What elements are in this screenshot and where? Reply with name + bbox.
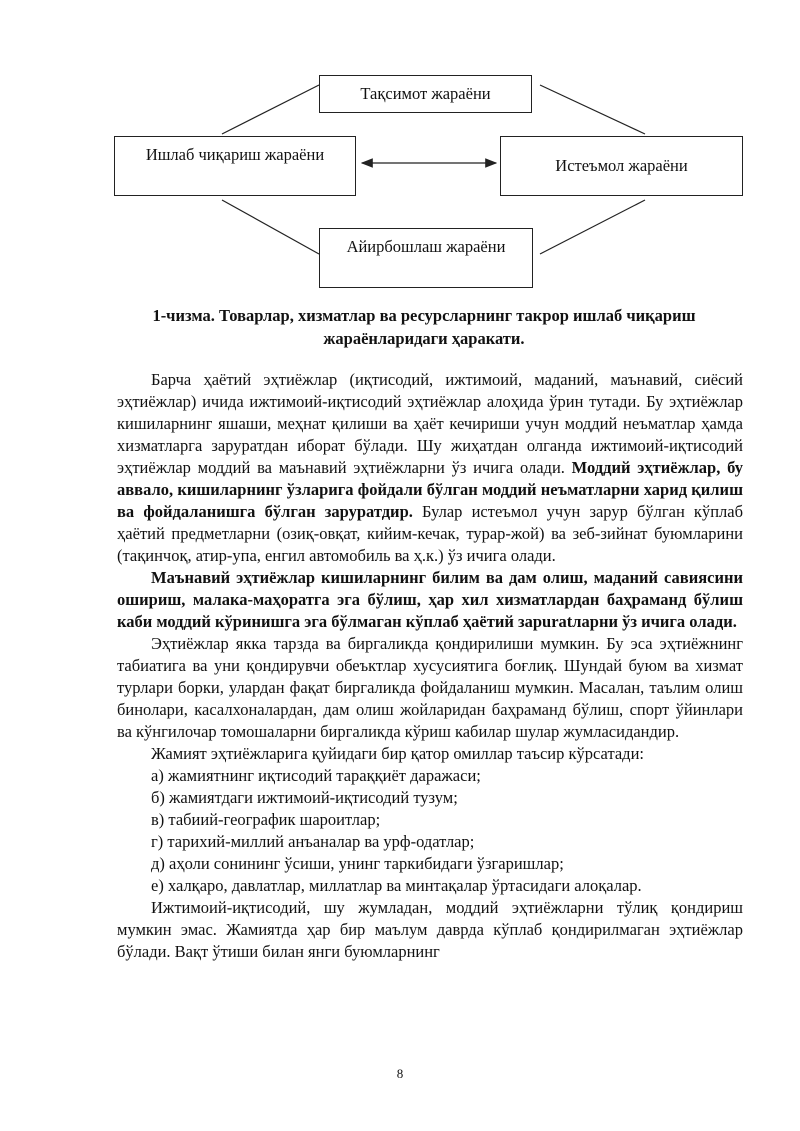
- paragraph-4: Жамият эҳтиёжларига қуйидаги бир қатор омиллар таъсир кўрсатади:: [151, 744, 644, 763]
- body-text: [117, 369, 743, 963]
- distribution-process-label: Тақсимот жараёни: [360, 84, 491, 103]
- connector-top-right: [540, 85, 645, 134]
- list-item: в) табиий-географик шароитлар;: [151, 810, 381, 829]
- connector-left-top: [222, 85, 319, 134]
- consumption-process-label: Истеъмол жараёни: [555, 156, 688, 175]
- list-item: а) жамиятнинг иқтисодий тараққиёт даражаси;: [151, 766, 481, 785]
- paragraph-1-bold: Моддий эҳтиёжлар, бу аввало, кишиларнинг ўзларига фойдали бўлган моддий неъматларни харид қилиш ва фойдаланишга бўлган заруратдир.: [117, 458, 743, 521]
- production-process-label: Ишлаб чиқариш жараёни: [145, 145, 325, 164]
- list-item: г) тарихий-миллий анъаналар ва урф-одатлар;: [151, 832, 475, 851]
- exchange-process-label: Айирбошлаш жараёни: [346, 237, 506, 256]
- figure-caption: 1-чизма. Товарлар, хизматлар ва ресурсларнинг такрор ишлаб чиқариш жараёнларидаги ҳаракати.: [152, 306, 696, 348]
- paragraph-2-bold: Маънавий эҳтиёжлар кишиларнинг билим ва дам олиш, маданий савиясини ошириш, малака-маҳоратга эга бўлиш, ҳар хил хизматлардан баҳраманд бўлиш каби моддий кўринишга эга бўлмаган кўплаб ҳаётий зарuratларни ўз ичига олади.: [117, 568, 743, 631]
- list-item: д) аҳоли сонининг ўсиши, унинг таркибидаги ўзгаришлар;: [151, 854, 564, 873]
- paragraph-1: [117, 369, 743, 567]
- list-item: б) жамиятдаги ижтимоий-иқтисодий тузум;: [151, 788, 458, 807]
- paragraph-1-rest: Булар истеъмол учун зарур бўлган кўплаб ҳаётий предметларни (озиқ-овқат, кийим-кечак, турар-жой) ва зеб-зийнат буюмларини (тақинчоқ, атир-упа, енгил автомобиль ва ҳ.к.) ўз ичига олади.: [117, 502, 743, 565]
- list-item: е) халқаро, давлатлар, миллатлар ва минтақалар ўртасидаги алоқалар.: [151, 876, 642, 895]
- paragraph-2: [117, 567, 743, 633]
- paragraph-1-text: Барча ҳаётий эҳтиёжлар (иқтисодий, ижтимоий, маданий, маънавий, сиёсий эҳтиёжлар) ичида ижтимоий-иқтисодий эҳтиёжлар алоҳида ўрин тутади. Бу эҳтиёжлар кишиларнинг яшаши, меҳнат қилиши ва ҳаёт кечириши учун моддий неъматлар ҳамда хизматларга заруратдан иборат бўлади. Шу жиҳатдан олганда ижтимоий-иқтисодий эҳтиёжлар моддий ва маънавий эҳтиёжларни ўз ичига олади.: [117, 370, 743, 477]
- connector-bottom-right: [540, 200, 645, 254]
- page-number: 8: [396, 1066, 404, 1081]
- paragraph-5: Ижтимоий-иқтисодий, шу жумладан, моддий эҳтиёжларни тўлиқ қондириш мумкин эмас. Жамиятда ҳар бир маълум даврда кўплаб қондирилмаган эҳтиёжлар бўлади. Вақт ўтиши билан янги буюмларнинг: [117, 898, 743, 961]
- connector-left-bottom: [222, 200, 319, 254]
- process-diagram: [0, 0, 800, 300]
- exchange-process-box: [319, 228, 533, 288]
- production-process-box: [114, 136, 356, 196]
- consumption-process-box: [500, 136, 743, 196]
- distribution-process-box: [319, 75, 532, 113]
- paragraph-3: Эҳтиёжлар якка тарзда ва биргаликда қондирилиши мумкин. Бу эса эҳтиёжнинг табиатига ва уни қондирувчи обеъктлар хусусиятига боғлиқ. Шундай буюм ва хизмат турлари борки, улардан фақат биргаликда фойдаланиш мумкин. Масалан, таълим олиш бинолари, касалхоналардан, дам олиш жойларидан баҳраманд бўлиш, спорт ўйинлари ва кўнгилочар томошаларни биргаликда кўриш кабилар шулар жумласидандир.: [117, 634, 743, 741]
